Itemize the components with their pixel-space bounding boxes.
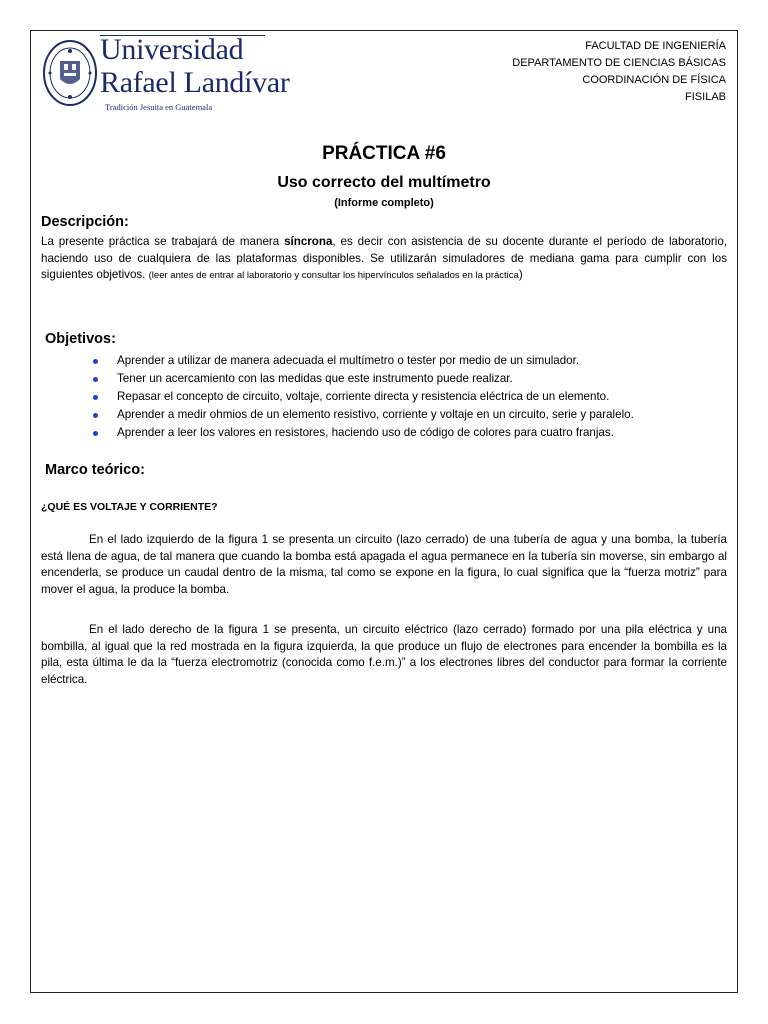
university-seal-icon: [42, 37, 100, 107]
descripcion-paragraph: [41, 234, 727, 285]
section-heading-descripcion: Descripción:: [41, 214, 129, 230]
document-page: [30, 30, 738, 993]
list-item: Aprender a utilizar de manera adecuada el multímetro o tester por medio de un simulador.: [86, 352, 726, 370]
page-subtitle: Uso correcto del multímetro: [277, 174, 491, 191]
descripcion-text-bold: síncrona: [284, 235, 333, 248]
descripcion-text-small: (leer antes de entrar al laboratorio y consultar los hipervínculos señalados en la práctica: [148, 270, 519, 281]
subheading-voltaje-corriente: ¿QUÉ ES VOLTAJE Y CORRIENTE?: [41, 501, 218, 513]
marco-paragraph-2: En el lado derecho de la figura 1 se presenta, un circuito eléctrico (lazo cerrado) formado por una pila eléctrica y una bombilla, al igual que la red mostrada en la figura izquierda, la que produce un flujo de electrones para encender la bombilla es la pila, esta última le da la “fuerza electromotriz (conocida como f.e.m.)” a los electrones libres del conductor para formar la corriente eléctrica.: [41, 623, 727, 686]
list-item: Aprender a leer los valores en resistores, haciendo uso de código de colores para cuatro franjas.: [86, 424, 726, 442]
list-item: Tener un acercamiento con las medidas que este instrumento puede realizar.: [86, 370, 726, 388]
list-item: Repasar el concepto de circuito, voltaje, corriente directa y resistencia eléctrica de un elemento.: [86, 388, 726, 406]
marco-paragraph-1: En el lado izquierdo de la figura 1 se presenta un circuito (lazo cerrado) de una tubería de agua y una bomba, la tubería está llena de agua, de tal manera que cuando la bomba está apagada el agua permanece en la tubería sin moverse, sin embargo al encenderla, se produce un caudal dentro de la misma, tal como se expone en la figura, lo cual significa que la “fuerza motriz” para mover el agua, la produce la bomba.: [41, 533, 727, 596]
section-heading-objetivos: Objetivos:: [45, 331, 116, 347]
list-item: Aprender a medir ohmios de un elemento resistivo, corriente y voltaje en un circuito, serie y paralelo.: [86, 406, 726, 424]
descripcion-text-close: ): [518, 268, 523, 281]
page-header: [31, 31, 737, 121]
logo-text-rafael-landivar: Rafael Landívar: [100, 66, 290, 99]
page-title: PRÁCTICA #6: [322, 143, 446, 164]
faculty-name: FACULTAD DE INGENIERÍA: [585, 40, 726, 52]
report-note: (Informe completo): [334, 197, 434, 209]
descripcion-text-after: , es decir con asistencia de su docente durante el período de laboratorio, haciendo uso de cualquiera de las plataformas disponibles. Se utilizarán simuladores de mediana gama para cumplir con los siguientes objetivos.: [41, 235, 727, 281]
lab-name: FISILAB: [685, 91, 726, 103]
logo-tagline: Tradición Jesuita en Guatemala: [105, 102, 213, 112]
institution-info: [512, 38, 726, 106]
section-heading-marco: Marco teórico:: [45, 462, 145, 478]
coordination-name: COORDINACIÓN DE FÍSICA: [582, 74, 726, 86]
university-logo: [42, 33, 290, 120]
objectives-list: [86, 352, 726, 442]
descripcion-text-before: La presente práctica se trabajará de manera: [41, 235, 285, 248]
department-name: DEPARTAMENTO DE CIENCIAS BÁSICAS: [512, 57, 726, 69]
logo-text-universidad: Universidad: [100, 33, 244, 66]
